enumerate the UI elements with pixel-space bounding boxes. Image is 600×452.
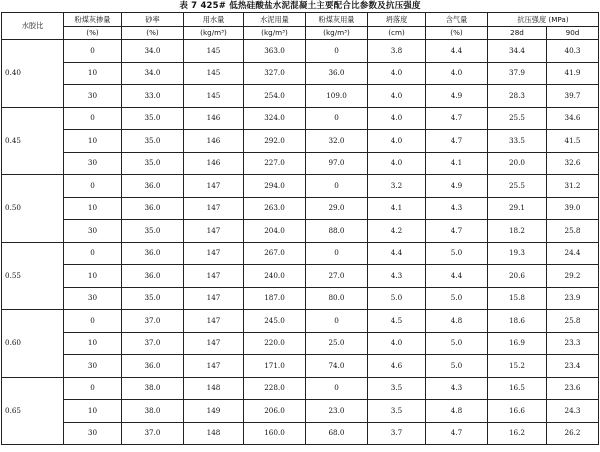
table-row [2, 107, 599, 130]
cell-cement: 267.0 [244, 242, 306, 265]
cell-water: 147 [184, 265, 244, 288]
cell-slump: 4.3 [368, 265, 426, 288]
cell-flyash-pct: 30 [64, 85, 122, 108]
cell-air: 5.0 [426, 287, 488, 310]
cell-strength-28d: 16.5 [488, 377, 547, 400]
cell-cement: 187.0 [244, 287, 306, 310]
cell-water: 147 [184, 197, 244, 220]
cell-air: 4.7 [426, 220, 488, 243]
cell-strength-28d: 20.0 [488, 152, 547, 175]
cell-strength-90d: 34.6 [547, 107, 599, 130]
cell-water: 147 [184, 220, 244, 243]
cell-flyash-pct: 10 [64, 332, 122, 355]
cell-strength-90d: 31.2 [547, 175, 599, 198]
cell-flyash-pct: 10 [64, 265, 122, 288]
cell-wc: 0.55 [2, 242, 64, 310]
cell-strength-28d: 33.5 [488, 130, 547, 153]
cell-water: 147 [184, 287, 244, 310]
cell-flyash-pct: 0 [64, 107, 122, 130]
cell-sand-ratio: 36.0 [122, 265, 184, 288]
header-sand-unit: (%) [122, 27, 184, 40]
header-slump: 坍落度 [368, 13, 426, 27]
cell-strength-28d: 37.9 [488, 62, 547, 85]
cell-strength-90d: 24.3 [547, 400, 599, 423]
cell-strength-90d: 23.3 [547, 332, 599, 355]
cell-slump: 3.5 [368, 377, 426, 400]
cell-sand-ratio: 36.0 [122, 242, 184, 265]
cell-strength-28d: 18.2 [488, 220, 547, 243]
cell-air: 4.9 [426, 175, 488, 198]
cell-strength-28d: 20.6 [488, 265, 547, 288]
cell-slump: 4.0 [368, 130, 426, 153]
cell-strength-90d: 23.6 [547, 377, 599, 400]
cell-flyash-pct: 0 [64, 40, 122, 63]
table-row [2, 265, 599, 288]
cell-slump: 4.4 [368, 242, 426, 265]
cell-sand-ratio: 35.0 [122, 130, 184, 153]
cell-sand-ratio: 38.0 [122, 400, 184, 423]
cell-sand-ratio: 36.0 [122, 175, 184, 198]
cell-cement: 206.0 [244, 400, 306, 423]
mix-proportion-table [1, 12, 599, 445]
cell-slump: 5.0 [368, 287, 426, 310]
cell-wc: 0.45 [2, 107, 64, 175]
table-row [2, 130, 599, 153]
cell-flyash-amount: 109.0 [306, 85, 368, 108]
header-slump-unit: (cm) [368, 27, 426, 40]
cell-air: 4.3 [426, 377, 488, 400]
cell-flyash-amount: 25.0 [306, 332, 368, 355]
table-row [2, 422, 599, 445]
cell-cement: 294.0 [244, 175, 306, 198]
cell-water: 147 [184, 310, 244, 333]
cell-water: 146 [184, 107, 244, 130]
cell-air: 5.0 [426, 332, 488, 355]
cell-flyash-amount: 97.0 [306, 152, 368, 175]
cell-strength-90d: 32.6 [547, 152, 599, 175]
cell-water: 149 [184, 400, 244, 423]
cell-strength-28d: 15.8 [488, 287, 547, 310]
cell-sand-ratio: 37.0 [122, 422, 184, 445]
cell-flyash-amount: 0 [306, 377, 368, 400]
header-flyash-amount: 粉煤灰用量 [306, 13, 368, 27]
cell-slump: 4.0 [368, 85, 426, 108]
cell-water: 147 [184, 355, 244, 378]
header-wc: 水胶比 [2, 13, 64, 40]
cell-cement: 263.0 [244, 197, 306, 220]
cell-flyash-amount: 74.0 [306, 355, 368, 378]
cell-flyash-amount: 80.0 [306, 287, 368, 310]
table-row [2, 355, 599, 378]
cell-wc: 0.60 [2, 310, 64, 378]
cell-flyash-pct: 30 [64, 355, 122, 378]
cell-cement: 363.0 [244, 40, 306, 63]
header-flyash: 粉煤灰掺量 [64, 13, 122, 27]
cell-air: 5.0 [426, 242, 488, 265]
table-row [2, 310, 599, 333]
cell-air: 4.0 [426, 62, 488, 85]
cell-air: 5.0 [426, 355, 488, 378]
cell-strength-28d: 16.9 [488, 332, 547, 355]
cell-flyash-amount: 68.0 [306, 422, 368, 445]
cell-wc: 0.50 [2, 175, 64, 243]
cell-strength-28d: 19.3 [488, 242, 547, 265]
table-row [2, 220, 599, 243]
table-row [2, 62, 599, 85]
cell-strength-28d: 18.6 [488, 310, 547, 333]
cell-slump: 4.0 [368, 152, 426, 175]
cell-cement: 160.0 [244, 422, 306, 445]
cell-sand-ratio: 34.0 [122, 40, 184, 63]
cell-flyash-pct: 10 [64, 130, 122, 153]
cell-cement: 204.0 [244, 220, 306, 243]
cell-strength-90d: 39.7 [547, 85, 599, 108]
cell-water: 147 [184, 242, 244, 265]
cell-strength-28d: 16.2 [488, 422, 547, 445]
cell-cement: 227.0 [244, 152, 306, 175]
cell-cement: 228.0 [244, 377, 306, 400]
cell-strength-90d: 39.0 [547, 197, 599, 220]
cell-strength-28d: 28.3 [488, 85, 547, 108]
table-row [2, 40, 599, 63]
header-strength: 抗压强度 (MPa) [488, 13, 599, 27]
cell-flyash-amount: 0 [306, 107, 368, 130]
header-water: 用水量 [184, 13, 244, 27]
cell-water: 147 [184, 175, 244, 198]
cell-air: 4.8 [426, 400, 488, 423]
table-row [2, 400, 599, 423]
cell-water: 148 [184, 422, 244, 445]
cell-slump: 4.6 [368, 355, 426, 378]
header-flyash-unit: (%) [64, 27, 122, 40]
cell-strength-90d: 41.9 [547, 62, 599, 85]
table-container [1, 12, 598, 445]
cell-strength-90d: 29.2 [547, 265, 599, 288]
cell-flyash-pct: 30 [64, 220, 122, 243]
cell-flyash-pct: 0 [64, 377, 122, 400]
cell-strength-90d: 41.5 [547, 130, 599, 153]
cell-air: 4.8 [426, 310, 488, 333]
table-row [2, 242, 599, 265]
cell-slump: 4.1 [368, 197, 426, 220]
cell-flyash-amount: 27.0 [306, 265, 368, 288]
cell-sand-ratio: 33.0 [122, 85, 184, 108]
cell-wc: 0.65 [2, 377, 64, 445]
cell-flyash-amount: 23.0 [306, 400, 368, 423]
cell-slump: 3.7 [368, 422, 426, 445]
cell-air: 4.1 [426, 152, 488, 175]
table-body [2, 40, 599, 445]
cell-water: 146 [184, 152, 244, 175]
cell-strength-28d: 15.2 [488, 355, 547, 378]
table-caption: 表 7 425# 低热硅酸盐水泥混凝土主要配合比参数及抗压强度 [179, 1, 421, 11]
cell-sand-ratio: 38.0 [122, 377, 184, 400]
table-row [2, 377, 599, 400]
cell-wc: 0.40 [2, 40, 64, 108]
cell-cement: 240.0 [244, 265, 306, 288]
cell-water: 146 [184, 130, 244, 153]
cell-sand-ratio: 35.0 [122, 152, 184, 175]
header-cement-unit: (kg/m³) [244, 27, 306, 40]
header-cement: 水泥用量 [244, 13, 306, 27]
cell-flyash-pct: 10 [64, 400, 122, 423]
cell-flyash-amount: 0 [306, 310, 368, 333]
cell-sand-ratio: 34.0 [122, 62, 184, 85]
cell-strength-28d: 25.5 [488, 107, 547, 130]
cell-water: 145 [184, 62, 244, 85]
table-row [2, 332, 599, 355]
cell-strength-90d: 25.8 [547, 220, 599, 243]
cell-flyash-amount: 29.0 [306, 197, 368, 220]
cell-strength-90d: 40.3 [547, 40, 599, 63]
cell-slump: 4.5 [368, 310, 426, 333]
cell-air: 4.4 [426, 40, 488, 63]
cell-strength-90d: 23.9 [547, 287, 599, 310]
cell-water: 145 [184, 40, 244, 63]
cell-flyash-pct: 30 [64, 152, 122, 175]
cell-flyash-pct: 10 [64, 197, 122, 220]
cell-water: 147 [184, 332, 244, 355]
cell-flyash-amount: 88.0 [306, 220, 368, 243]
table-row [2, 197, 599, 220]
cell-strength-90d: 23.4 [547, 355, 599, 378]
header-28d: 28d [488, 27, 547, 40]
cell-air: 4.7 [426, 422, 488, 445]
cell-cement: 324.0 [244, 107, 306, 130]
cell-cement: 220.0 [244, 332, 306, 355]
cell-sand-ratio: 36.0 [122, 355, 184, 378]
cell-flyash-amount: 0 [306, 242, 368, 265]
cell-slump: 4.0 [368, 62, 426, 85]
cell-air: 4.3 [426, 197, 488, 220]
cell-strength-28d: 34.4 [488, 40, 547, 63]
cell-sand-ratio: 36.0 [122, 197, 184, 220]
table-row [2, 85, 599, 108]
cell-cement: 327.0 [244, 62, 306, 85]
cell-cement: 245.0 [244, 310, 306, 333]
cell-cement: 171.0 [244, 355, 306, 378]
cell-flyash-pct: 30 [64, 287, 122, 310]
cell-air: 4.7 [426, 107, 488, 130]
cell-strength-90d: 24.4 [547, 242, 599, 265]
header-flyash-amount-unit: (kg/m³) [306, 27, 368, 40]
cell-flyash-pct: 0 [64, 175, 122, 198]
cell-cement: 254.0 [244, 85, 306, 108]
cell-sand-ratio: 37.0 [122, 332, 184, 355]
header-air-unit: (%) [426, 27, 488, 40]
cell-air: 4.7 [426, 130, 488, 153]
cell-flyash-pct: 0 [64, 242, 122, 265]
cell-flyash-pct: 30 [64, 422, 122, 445]
cell-sand-ratio: 35.0 [122, 220, 184, 243]
cell-flyash-pct: 10 [64, 62, 122, 85]
table-row [2, 175, 599, 198]
cell-strength-28d: 16.6 [488, 400, 547, 423]
cell-slump: 3.2 [368, 175, 426, 198]
cell-flyash-amount: 0 [306, 40, 368, 63]
cell-strength-28d: 25.5 [488, 175, 547, 198]
cell-slump: 4.2 [368, 220, 426, 243]
cell-strength-28d: 29.1 [488, 197, 547, 220]
cell-slump: 3.8 [368, 40, 426, 63]
cell-sand-ratio: 37.0 [122, 310, 184, 333]
cell-flyash-amount: 36.0 [306, 62, 368, 85]
cell-sand-ratio: 35.0 [122, 107, 184, 130]
header-water-unit: (kg/m³) [184, 27, 244, 40]
cell-slump: 4.0 [368, 332, 426, 355]
header-sand: 砂率 [122, 13, 184, 27]
cell-flyash-amount: 0 [306, 175, 368, 198]
header-air: 含气量 [426, 13, 488, 27]
cell-cement: 292.0 [244, 130, 306, 153]
cell-slump: 3.5 [368, 400, 426, 423]
cell-sand-ratio: 35.0 [122, 287, 184, 310]
cell-water: 148 [184, 377, 244, 400]
cell-air: 4.4 [426, 265, 488, 288]
cell-air: 4.9 [426, 85, 488, 108]
cell-strength-90d: 26.2 [547, 422, 599, 445]
cell-water: 145 [184, 85, 244, 108]
cell-flyash-pct: 0 [64, 310, 122, 333]
table-row [2, 287, 599, 310]
table-row [2, 152, 599, 175]
cell-strength-90d: 25.8 [547, 310, 599, 333]
header-90d: 90d [547, 27, 599, 40]
cell-slump: 4.0 [368, 107, 426, 130]
cell-flyash-amount: 32.0 [306, 130, 368, 153]
